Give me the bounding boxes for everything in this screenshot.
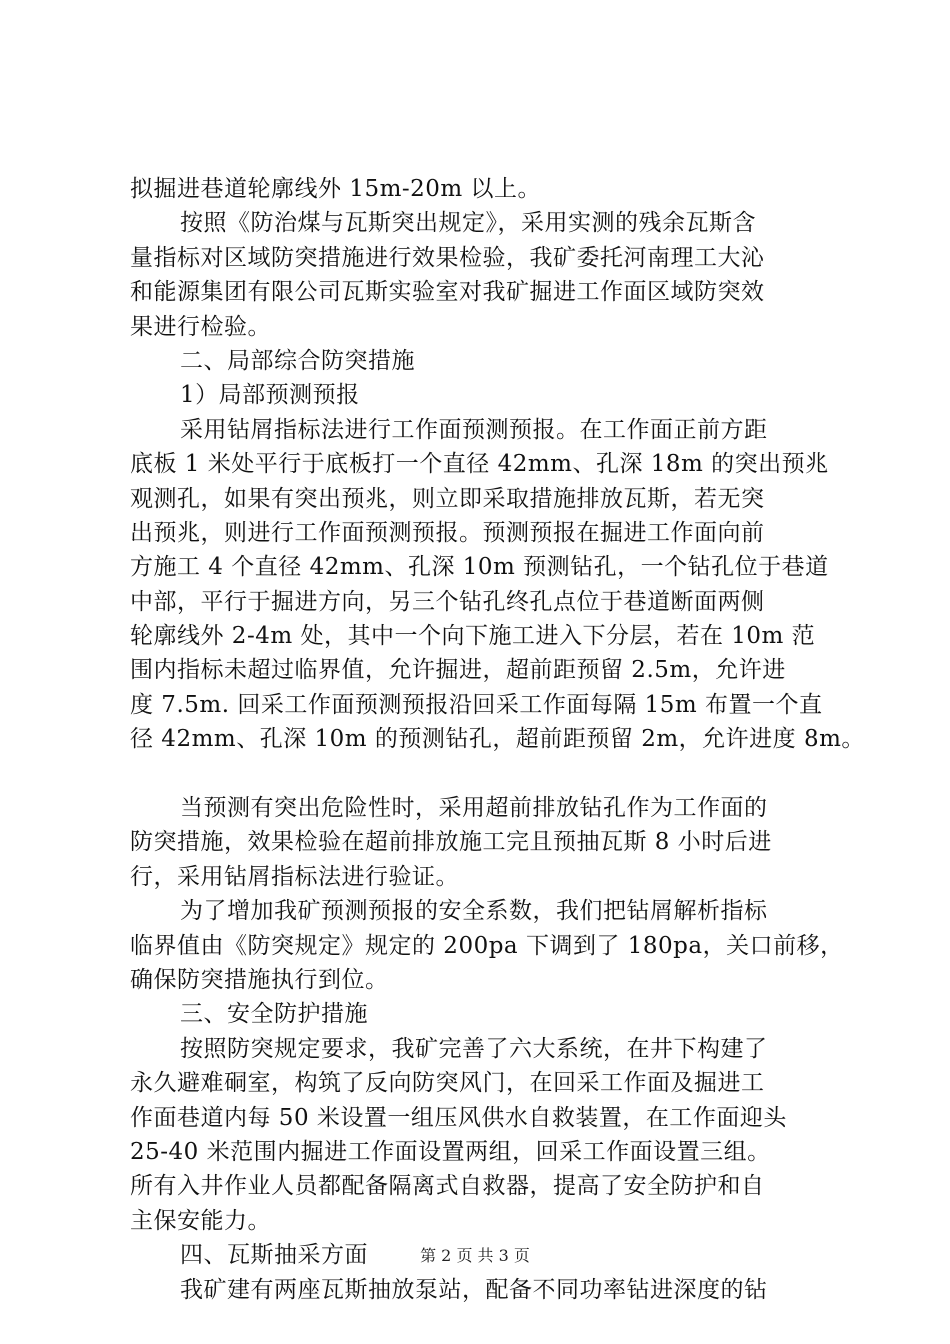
text-line: 按照《防治煤与瓦斯突出规定》，采用实测的残余瓦斯含: [180, 210, 756, 237]
text-line: 围内指标未超过临界值，允许掘进，超前距预留 2.5m，允许进: [130, 657, 786, 684]
text-line: 行，采用钻屑指标法进行验证。: [130, 863, 459, 890]
text-line: 和能源集团有限公司瓦斯实验室对我矿掘进工作面区域防突效: [130, 279, 765, 306]
text-line: 临界值由《防突规定》规定的 200pa 下调到了 180pa，关口前移，: [130, 932, 844, 959]
text-line: 观测孔，如果有突出预兆，则立即采取措施排放瓦斯，若无突: [130, 485, 765, 512]
document-body: [130, 172, 865, 1307]
text-line: 采用钻屑指标法进行工作面预测预报。在工作面正前方距: [180, 416, 768, 443]
section-heading: 二、局部综合防突措施: [180, 347, 415, 374]
text-line: 方施工 4 个直径 42mm、孔深 10m 预测钻孔，一个钻孔位于巷道: [130, 554, 829, 581]
text-line: 确保防突措施执行到位。: [130, 966, 389, 993]
text-line: 轮廓线外 2-4m 处，其中一个向下施工进入下分层，若在 10m 范: [130, 623, 816, 650]
section-heading: 四、瓦斯抽采方面: [180, 1242, 368, 1269]
page-footer: [0, 1244, 950, 1268]
subsection-heading: 1）局部预测预报: [180, 382, 360, 409]
text-line: 作面巷道内每 50 米设置一组压风供水自救装置，在工作面迎头: [130, 1104, 787, 1131]
text-line: 25-40 米范围内掘进工作面设置两组，回采工作面设置三组。: [130, 1138, 771, 1165]
text-line: 永久避难硐室，构筑了反向防突风门，在回采工作面及掘进工: [130, 1070, 765, 1097]
text-line: 我矿建有两座瓦斯抽放泵站，配备不同功率钻进深度的钻: [180, 1276, 768, 1303]
text-line: 为了增加我矿预测预报的安全系数，我们把钻屑解析指标: [180, 898, 768, 925]
text-line: 果进行检验。: [130, 313, 271, 340]
text-line: 度 7.5m. 回采工作面预测预报沿回采工作面每隔 15m 布置一个直: [130, 691, 823, 718]
text-line: 中部，平行于掘进方向，另三个钻孔终孔点位于巷道断面两侧: [130, 588, 765, 615]
section-heading: 三、安全防护措施: [180, 1001, 368, 1028]
text-line: 径 42mm、孔深 10m 的预测钻孔，超前距预留 2m，允许进度 8m。: [130, 726, 865, 753]
blank-line: [130, 757, 830, 791]
text-line: 防突措施，效果检验在超前排放施工完且预抽瓦斯 8 小时后进: [130, 829, 772, 856]
text-line: 主保安能力。: [130, 1207, 271, 1234]
text-line: 所有入井作业人员都配备隔离式自救器，提高了安全防护和自: [130, 1173, 765, 1200]
text-line: 底板 1 米处平行于底板打一个直径 42mm、孔深 18m 的突出预兆: [130, 451, 829, 478]
text-line: 按照防突规定要求，我矿完善了六大系统，在井下构建了: [180, 1035, 768, 1062]
text-line: 出预兆，则进行工作面预测预报。预测预报在掘进工作面向前: [130, 519, 765, 546]
text-line: 量指标对区域防突措施进行效果检验，我矿委托河南理工大沁: [130, 244, 765, 271]
text-line: 拟掘进巷道轮廓线外 15m-20m 以上。: [130, 176, 542, 202]
text-line: 当预测有突出危险性时，采用超前排放钻孔作为工作面的: [180, 795, 768, 822]
page-number-label: 第 2 页 共 3 页: [420, 1246, 530, 1265]
